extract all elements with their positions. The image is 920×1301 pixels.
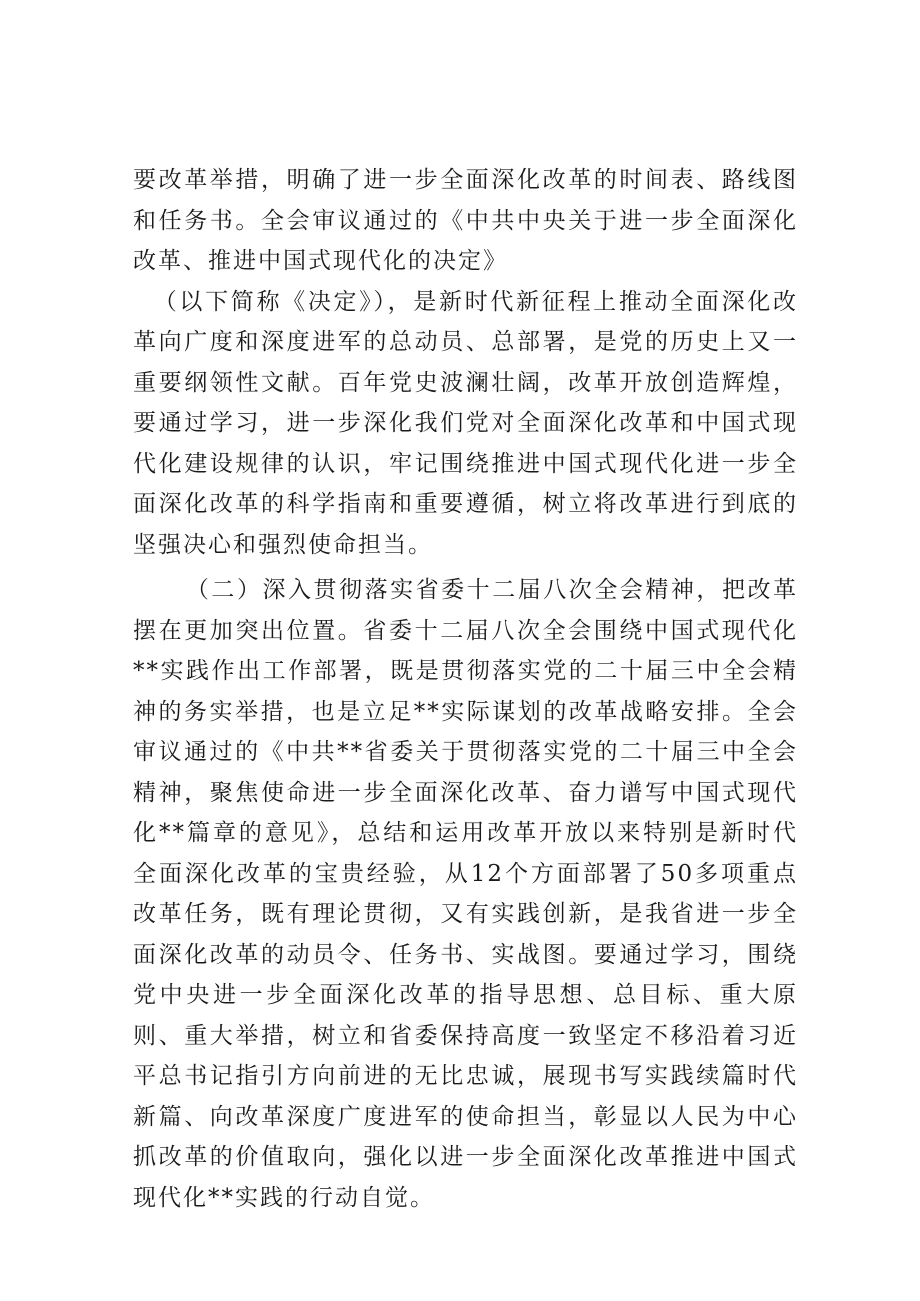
document-body <box>133 160 798 1218</box>
paragraph-section-two: （二）深入贯彻落实省委十二届八次全会精神，把改革摆在更加突出位置。省委十二届八次全会围绕中国式现代化**实践作出工作部署，既是贯彻落实党的二十届三中全会精神的务实举措，也是立足**实际谋划的改革战略安排。全会审议通过的《中共**省委关于贯彻落实党的二十届三中全会精神，聚焦使命进一步全面深化改革、奋力谱写中国式现代化**篇章的意见》，总结和运用改革开放以来特别是新时代全面深化改革的宝贵经验，从12个方面部署了50多项重点改革任务，既有理论贯彻，又有实践创新，是我省进一步全面深化改革的动员令、任务书、实战图。要通过学习，围绕党中央进一步全面深化改革的指导思想、总目标、重大原则、重大举措，树立和省委保持高度一致坚定不移沿着习近平总书记指引方向前进的无比忠诚，展现书写实践续篇时代新篇、向改革深度广度进军的使命担当，彰显以人民为中心抓改革的价值取向，强化以进一步全面深化改革推进中国式现代化**实践的行动自觉。 <box>133 577 798 1211</box>
paragraph-continuation: 要改革举措，明确了进一步全面深化改革的时间表、路线图和任务书。全会审议通过的《中共中央关于进一步全面深化改革、推进中国式现代化的决定》 <box>133 167 798 274</box>
paragraph-decision-intro: （以下简称《决定》），是新时代新征程上推动全面深化改革向广度和深度进军的总动员、总部署，是党的历史上又一重要纲领性文献。百年党史波澜壮阔，改革开放创造辉煌，要通过学习，进一步深化我们党对全面深化改革和中国式现代化建设规律的认识，牢记围绕推进中国式现代化进一步全面深化改革的科学指南和重要遵循，树立将改革进行到底的坚强决心和强烈使命担当。 <box>133 288 798 558</box>
